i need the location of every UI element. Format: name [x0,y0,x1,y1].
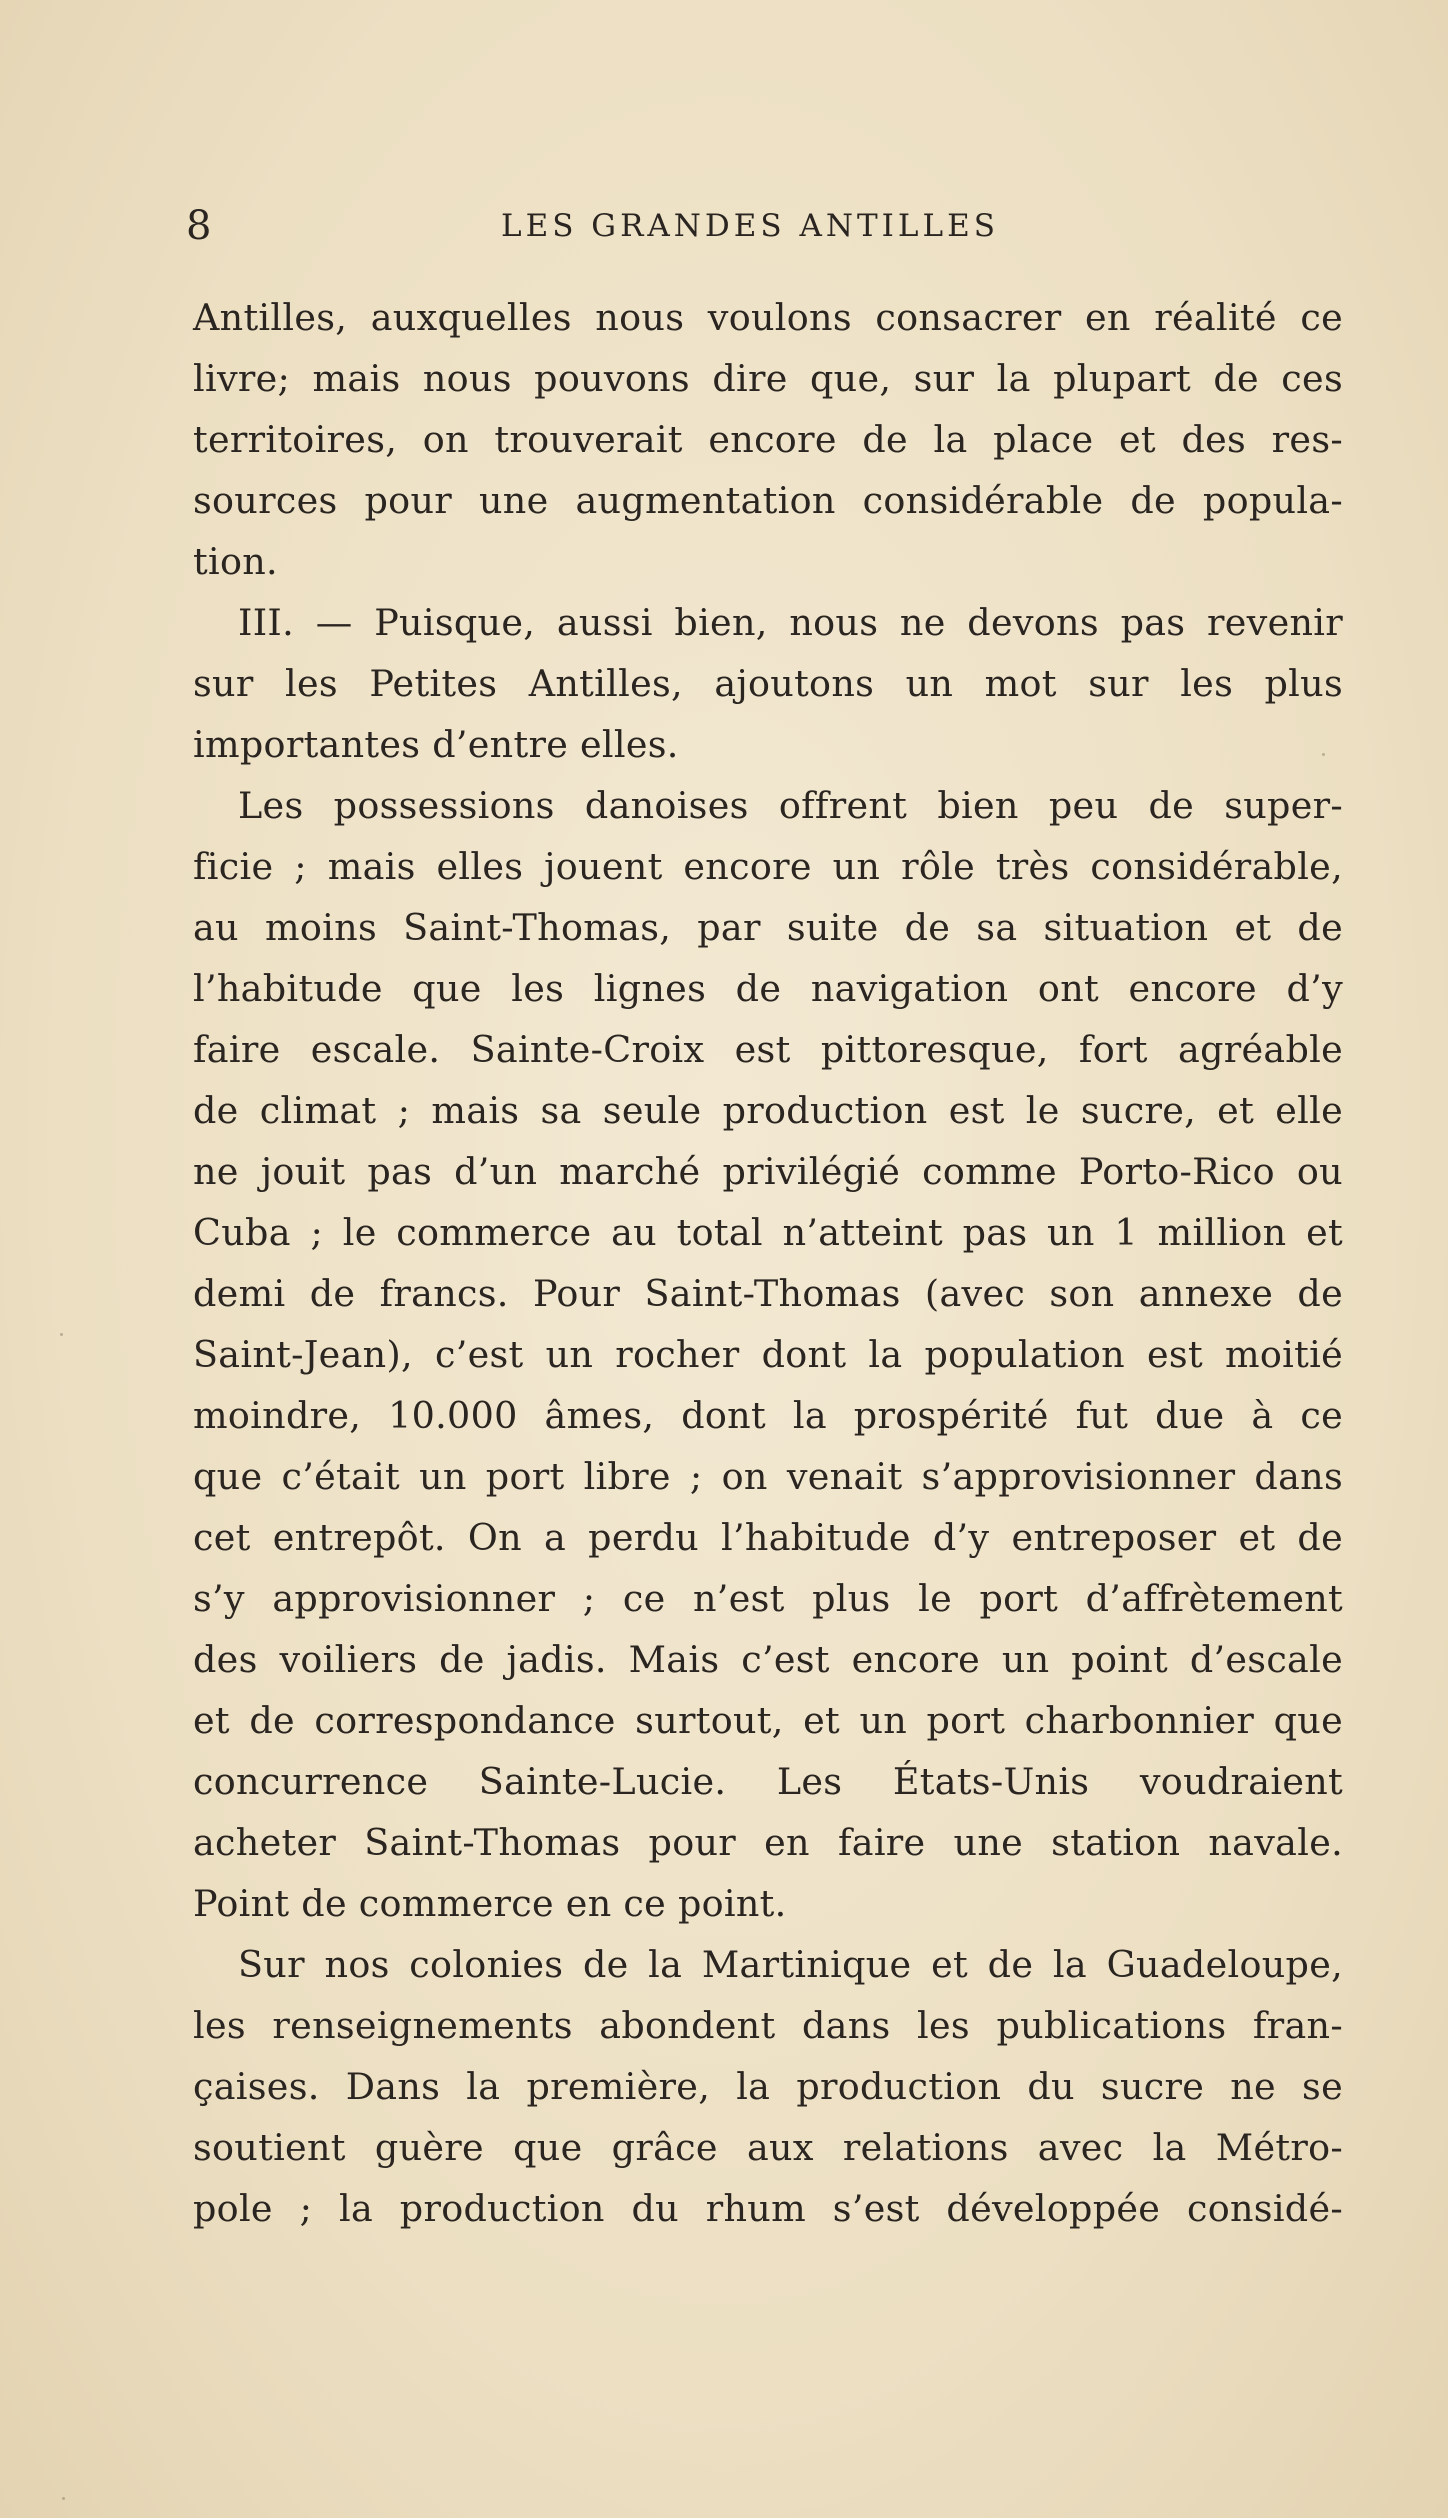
text-line: cet entrepôt. On a perdu l’habitude d’y entreposer et de [193,1516,1343,1559]
text-line: moindre, 10.000 âmes, dont la prospérité fut due à ce [193,1394,1343,1437]
text-line: ficie ; mais elles jouent encore un rôle très considérable, [193,845,1343,888]
paper-speck [1322,753,1325,756]
text-line: Cuba ; le commerce au total n’atteint pas un 1 million et [193,1211,1343,1254]
text-line: territoires, on trouverait encore de la place et des res- [193,418,1343,461]
text-line: Sur nos colonies de la Martinique et de la Guadeloupe, [238,1943,1343,1986]
text-line: que c’était un port libre ; on venait s’approvisionner dans [193,1455,1343,1498]
text-line: les renseignements abondent dans les publications fran- [193,2004,1343,2047]
text-line: pole ; la production du rhum s’est développée considé- [193,2187,1343,2230]
text-line: au moins Saint-Thomas, par suite de sa situation et de [193,906,1343,949]
text-line: et de correspondance surtout, et un port charbonnier que [193,1699,1343,1742]
text-line: Saint-Jean), c’est un rocher dont la population est moitié [193,1333,1343,1376]
text-line: Antilles, auxquelles nous voulons consacrer en réalité ce [193,296,1343,339]
paper-speck [60,1333,63,1336]
page-number: 8 [186,203,212,249]
text-line: acheter Saint-Thomas pour en faire une station navale. [193,1821,1343,1864]
text-line: concurrence Sainte-Lucie. Les États-Unis voudraient [193,1760,1343,1803]
body-text [193,287,1343,2239]
paper-speck [62,2497,65,2500]
text-line: Les possessions danoises offrent bien peu de super- [238,784,1343,827]
text-line: ne jouit pas d’un marché privilégié comme Porto-Rico ou [193,1150,1343,1193]
text-line: s’y approvisionner ; ce n’est plus le port d’affrètement [193,1577,1343,1620]
text-line: Point de commerce en ce point. [193,1882,787,1925]
text-line: l’habitude que les lignes de navigation ont encore d’y [193,967,1343,1010]
text-line: soutient guère que grâce aux relations avec la Métro- [193,2126,1343,2169]
text-line: demi de francs. Pour Saint-Thomas (avec son annexe de [193,1272,1343,1315]
text-line: tion. [193,540,278,583]
text-line: sur les Petites Antilles, ajoutons un mot sur les plus [193,662,1343,705]
text-line: des voiliers de jadis. Mais c’est encore un point d’escale [193,1638,1343,1681]
running-title: LES GRANDES ANTILLES [501,208,999,244]
text-line: III. — Puisque, aussi bien, nous ne devons pas revenir [238,601,1343,644]
text-line: de climat ; mais sa seule production est le sucre, et elle [193,1089,1343,1132]
running-header [186,196,1346,256]
text-line: çaises. Dans la première, la production du sucre ne se [193,2065,1343,2108]
text-line: livre; mais nous pouvons dire que, sur la plupart de ces [193,357,1343,400]
text-line: importantes d’entre elles. [193,723,679,766]
text-line: sources pour une augmentation considérable de popula- [193,479,1343,522]
text-line: faire escale. Sainte-Croix est pittoresque, fort agréable [193,1028,1343,1071]
